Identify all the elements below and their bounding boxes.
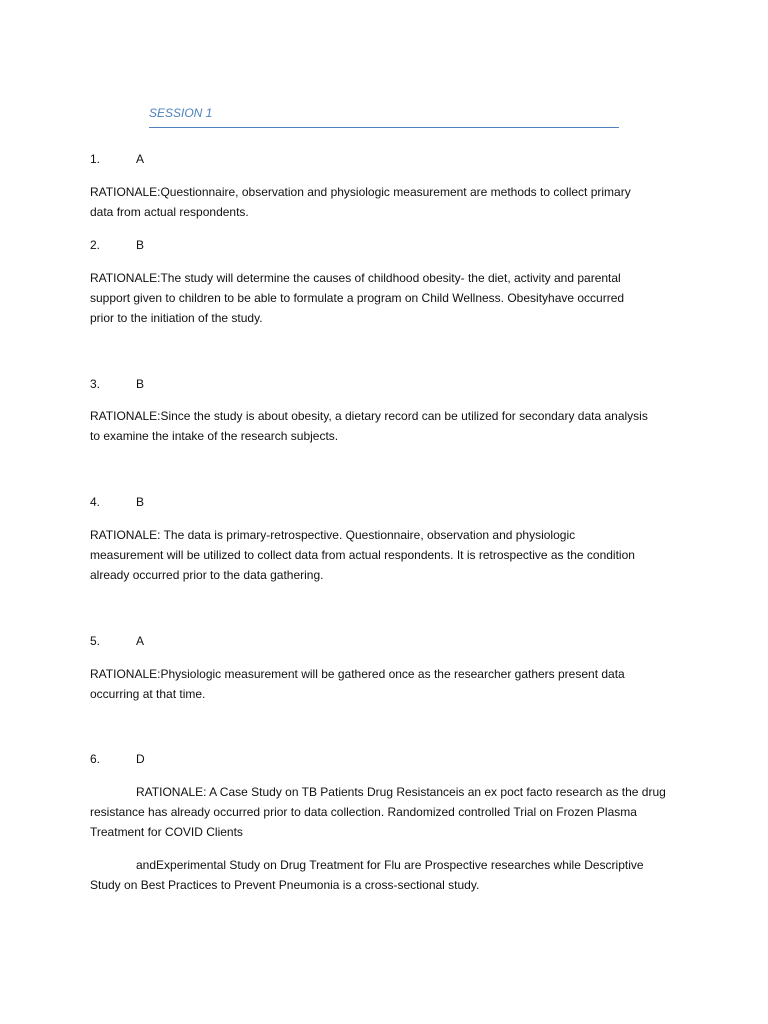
rationale-line: support given to children to be able to formulate a program on Child Wellness. Obesityhave occurred	[90, 291, 625, 305]
rationale-line-text: RATIONALE: A Case Study on TB Patients Drug Resistanceis an ex poct facto research as the drug	[136, 785, 666, 799]
item-4-number: 4.	[90, 495, 101, 509]
item-6-answer: D	[136, 752, 145, 766]
rationale-line: RATIONALE:The study will determine the causes of childhood obesity- the diet, activity and parental	[90, 271, 621, 285]
rationale-line: RATIONALE:Physiologic measurement will be gathered once as the researcher gathers present data	[90, 667, 625, 681]
rationale-line	[90, 782, 690, 802]
rationale-line: Treatment for COVID Clients	[90, 825, 243, 839]
rationale-line: RATIONALE:Questionnaire, observation and physiologic measurement are methods to collect primary	[90, 185, 631, 199]
item-4-answer: B	[136, 495, 145, 509]
rationale-line: Study on Best Practices to Prevent Pneumonia is a cross-sectional study.	[90, 878, 480, 892]
rationale-line: already occurred prior to the data gathering.	[90, 568, 324, 582]
item-5-rationale	[90, 664, 690, 704]
item-5-answer: A	[136, 634, 145, 648]
rationale-line: measurement will be utilized to collect data from actual respondents. It is retrospective as the condition	[90, 548, 635, 562]
item-2-number: 2.	[90, 238, 101, 252]
session-title: SESSION 1	[149, 106, 213, 120]
item-6-number: 6.	[90, 752, 101, 766]
rationale-line: to examine the intake of the research subjects.	[90, 429, 339, 443]
item-5-number: 5.	[90, 634, 101, 648]
item-3-rationale	[90, 406, 690, 446]
item-6-rationale-continuation	[90, 855, 690, 895]
rationale-line: occurring at that time.	[90, 687, 206, 701]
rationale-line: RATIONALE:Since the study is about obesity, a dietary record can be utilized for secondary data analysis	[90, 409, 648, 423]
rationale-line	[90, 855, 690, 875]
item-3-answer: B	[136, 377, 145, 391]
rationale-line: RATIONALE: The data is primary-retrospective. Questionnaire, observation and physiologic	[90, 528, 576, 542]
item-6-rationale	[90, 782, 690, 842]
item-2-rationale	[90, 268, 690, 328]
item-1-number: 1.	[90, 152, 101, 166]
item-1-rationale	[90, 182, 690, 222]
item-2-answer: B	[136, 238, 145, 252]
rationale-line: resistance has already occurred prior to data collection. Randomized controlled Trial on Frozen Plasma	[90, 805, 637, 819]
item-1-answer: A	[136, 152, 145, 166]
rationale-line-text: andExperimental Study on Drug Treatment for Flu are Prospective researches while Descriptive	[136, 858, 644, 872]
rationale-line: data from actual respondents.	[90, 205, 249, 219]
item-3-number: 3.	[90, 377, 101, 391]
item-4-rationale	[90, 525, 690, 585]
session-title-underline	[149, 127, 619, 128]
rationale-line: prior to the initiation of the study.	[90, 311, 263, 325]
